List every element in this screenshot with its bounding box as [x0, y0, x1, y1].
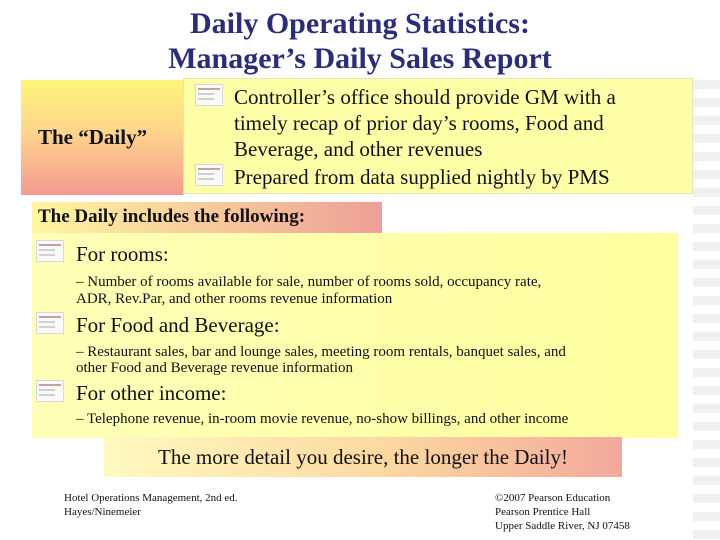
- missing-image-icon: [36, 240, 64, 262]
- section-head-food-beverage: For Food and Beverage:: [76, 313, 280, 337]
- footer-left-line-1: Hotel Operations Management, 2nd ed.: [64, 492, 238, 504]
- section-sub-rooms-2: ADR, Rev.Par, and other rooms revenue information: [76, 291, 393, 307]
- footer-right: [495, 491, 630, 533]
- section-sub-other-income-1: – Telephone revenue, in-room movie revenue, no-show billings, and other income: [76, 411, 569, 427]
- includes-banner-label: The Daily includes the following:: [38, 206, 306, 227]
- missing-image-icon: [195, 164, 223, 186]
- daily-label: The “Daily”: [38, 125, 148, 149]
- top-bullet-line-3: Beverage, and other revenues: [234, 137, 483, 161]
- callout-text: The more detail you desire, the longer the Daily!: [158, 445, 568, 469]
- title-line-1: Daily Operating Statistics:: [190, 7, 530, 40]
- title-line-2: Manager’s Daily Sales Report: [168, 42, 552, 75]
- footer-left-line-2: Hayes/Ninemeier: [64, 506, 141, 518]
- section-sub-rooms-1: – Number of rooms available for sale, number of rooms sold, occupancy rate,: [76, 274, 542, 290]
- top-bullet-line-2: timely recap of prior day’s rooms, Food and: [234, 111, 604, 135]
- decorative-edge: [693, 80, 720, 540]
- top-bullet-line-4: Prepared from data supplied nightly by PMS: [234, 165, 610, 189]
- section-sub-food-beverage-1: – Restaurant sales, bar and lounge sales, meeting room rentals, banquet sales, and: [76, 344, 566, 360]
- slide-title: [0, 6, 720, 76]
- footer-left: [64, 491, 238, 519]
- footer-right-line-1: ©2007 Pearson Education: [495, 492, 611, 504]
- missing-image-icon: [36, 312, 64, 334]
- top-bullet-line-1: Controller’s office should provide GM with a: [234, 85, 616, 109]
- section-sub-food-beverage-2: other Food and Beverage revenue information: [76, 360, 353, 376]
- missing-image-icon: [36, 380, 64, 402]
- section-head-rooms: For rooms:: [76, 242, 169, 266]
- footer-right-line-2: Pearson Prentice Hall: [495, 506, 591, 518]
- footer-right-line-3: Upper Saddle River, NJ 07458: [495, 520, 630, 532]
- section-head-other-income: For other income:: [76, 381, 227, 405]
- missing-image-icon: [195, 84, 223, 106]
